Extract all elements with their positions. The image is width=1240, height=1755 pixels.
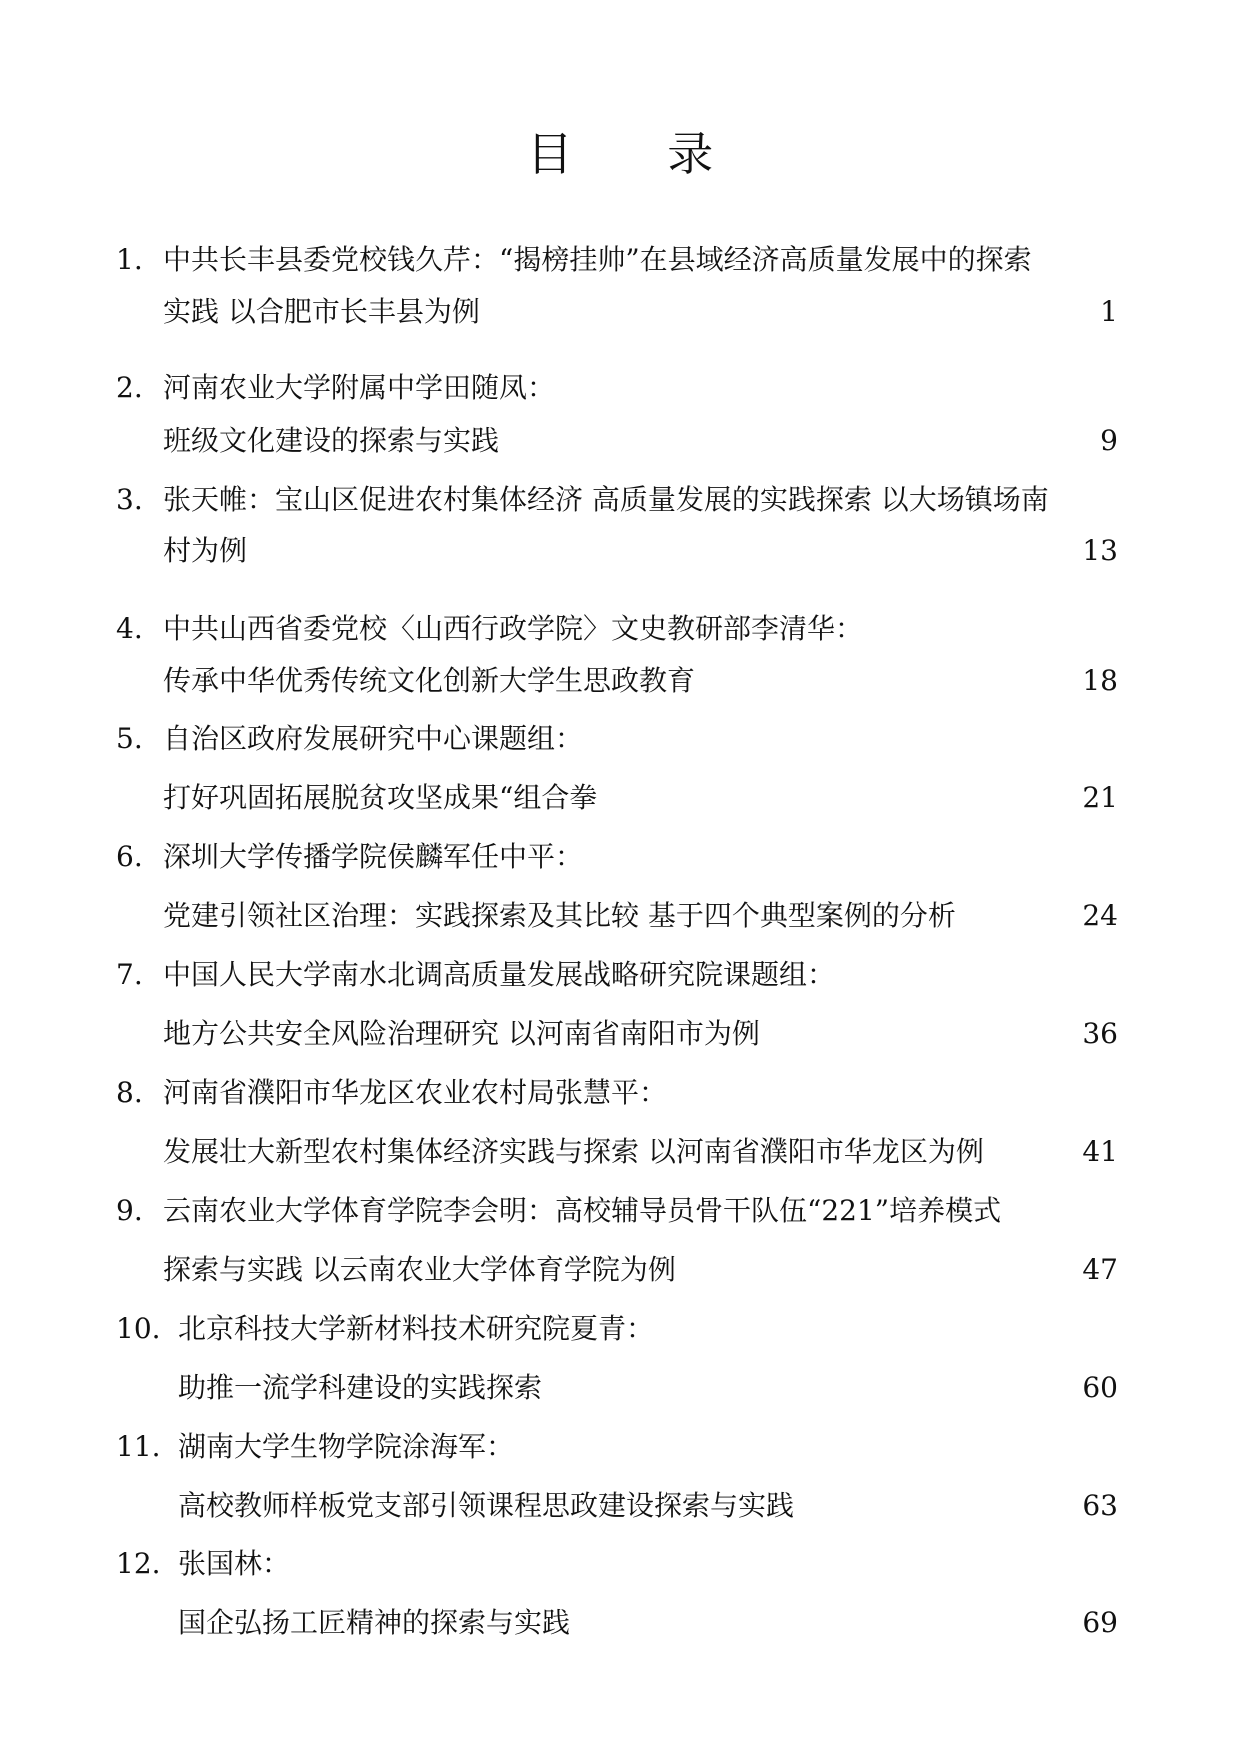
toc-entry-line[interactable]: 中共长丰县委党校钱久芹：“揭榜挂帅”在县域经济高质量发展中的探索	[163, 243, 1032, 276]
toc-page-number: 18	[1082, 664, 1118, 697]
toc-entry-number: 3.	[116, 483, 143, 516]
toc-entry-number: 12.	[116, 1547, 161, 1580]
toc-entry-number: 4.	[116, 612, 143, 645]
toc-entry-number: 10.	[116, 1312, 161, 1345]
toc-entry-line[interactable]: 助推一流学科建设的实践探索	[178, 1371, 543, 1404]
toc-entry-line[interactable]: 打好巩固拓展脱贫攻坚成果“组合拳	[163, 781, 598, 814]
toc-entry-line[interactable]: 张国林：	[178, 1547, 291, 1580]
toc-entry-number: 11.	[116, 1430, 161, 1463]
toc-entry-line[interactable]: 自治区政府发展研究中心课题组：	[163, 722, 584, 755]
toc-page-number: 69	[1082, 1606, 1118, 1639]
toc-entry-line[interactable]: 地方公共安全风险治理研究 以河南省南阳市为例	[163, 1017, 760, 1050]
toc-page-number: 63	[1082, 1489, 1118, 1522]
toc-entry-line[interactable]: 深圳大学传播学院侯麟军任中平：	[163, 840, 584, 873]
toc-entry-line[interactable]: 发展壮大新型农村集体经济实践与探索 以河南省濮阳市华龙区为例	[163, 1135, 984, 1168]
toc-entry-line[interactable]: 实践 以合肥市长丰县为例	[163, 295, 480, 328]
toc-entry-line[interactable]: 湖南大学生物学院涂海军：	[178, 1430, 515, 1463]
toc-entry-number: 7.	[116, 958, 143, 991]
toc-entry-line[interactable]: 云南农业大学体育学院李会明：高校辅导员骨干队伍“221”培养模式	[163, 1194, 1002, 1227]
toc-entry-line[interactable]: 张天帷：宝山区促进农村集体经济 高质量发展的实践探索 以大场镇场南	[163, 483, 1049, 516]
toc-entry-number: 6.	[116, 840, 143, 873]
toc-entry-number: 8.	[116, 1076, 143, 1109]
toc-entry-line[interactable]: 传承中华优秀传统文化创新大学生思政教育	[163, 664, 696, 697]
toc-entry-line[interactable]: 探索与实践 以云南农业大学体育学院为例	[163, 1253, 676, 1286]
toc-entry-line[interactable]: 村为例	[163, 534, 248, 567]
toc-page-number: 13	[1082, 534, 1118, 567]
toc-entry-line[interactable]: 北京科技大学新材料技术研究院夏青：	[178, 1312, 655, 1345]
toc-entry-line[interactable]: 中国人民大学南水北调高质量发展战略研究院课题组：	[163, 958, 836, 991]
toc-page-number: 47	[1082, 1253, 1118, 1286]
toc-page-number: 41	[1082, 1135, 1118, 1168]
toc-entry-line[interactable]: 班级文化建设的探索与实践	[163, 424, 500, 457]
toc-entry-line[interactable]: 河南农业大学附属中学田随凤：	[163, 371, 556, 404]
page-title: 目 录	[526, 127, 754, 181]
toc-page-number: 1	[1100, 295, 1118, 328]
toc-entry-line[interactable]: 国企弘扬工匠精神的探索与实践	[178, 1606, 571, 1639]
toc-entry-number: 5.	[116, 722, 143, 755]
toc-page-number: 36	[1082, 1017, 1118, 1050]
toc-page-number: 24	[1082, 899, 1118, 932]
toc-entry-number: 9.	[116, 1194, 143, 1227]
toc-entry-line[interactable]: 河南省濮阳市华龙区农业农村局张慧平：	[163, 1076, 668, 1109]
toc-entry-number: 2.	[116, 371, 143, 404]
toc-entry-number: 1.	[116, 243, 143, 276]
toc-entry-line[interactable]: 中共山西省委党校〈山西行政学院〉文史教研部李清华：	[163, 612, 864, 645]
toc-page-number: 9	[1100, 424, 1118, 457]
toc-entry-line[interactable]: 党建引领社区治理：实践探索及其比较 基于四个典型案例的分析	[163, 899, 956, 932]
toc-page-number: 60	[1082, 1371, 1118, 1404]
toc-page-number: 21	[1082, 781, 1118, 814]
toc-entry-line[interactable]: 高校教师样板党支部引领课程思政建设探索与实践	[178, 1489, 795, 1522]
